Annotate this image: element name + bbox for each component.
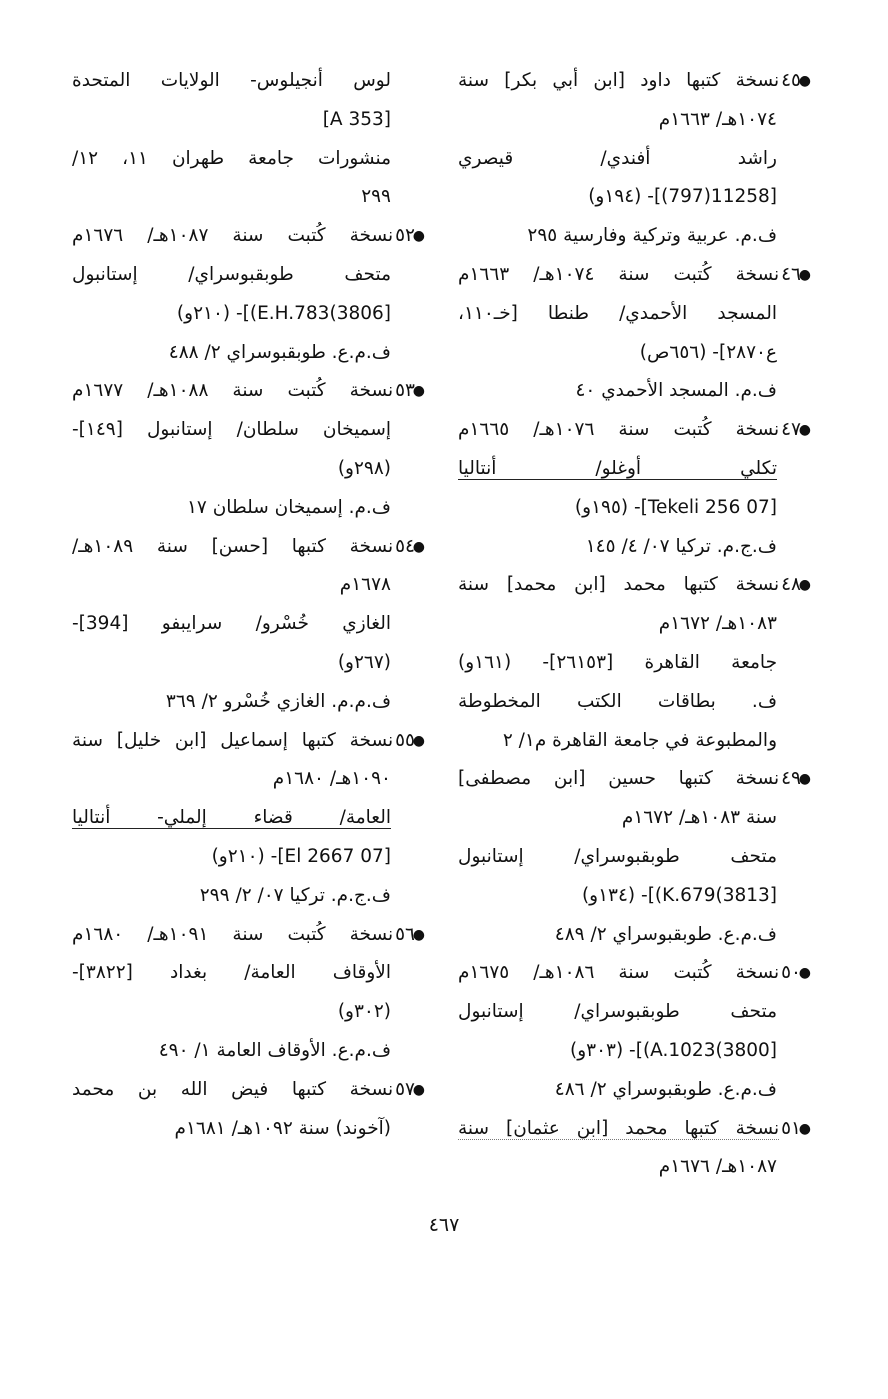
entry-detail-text: ف.م.ع. طوبقبوسراي ٢/ ٤٨٦ xyxy=(554,1078,777,1100)
entry-detail-line xyxy=(72,760,415,799)
entry-heading-text: نسخة كُتبت سنة ١٠٧٦هـ/ ١٦٦٥م xyxy=(458,419,780,441)
entry-heading-text: نسخة كتبها محمد [ابن محمد] سنة xyxy=(458,574,780,596)
entry-detail-line xyxy=(458,528,801,567)
entry-detail-line xyxy=(458,916,801,955)
entry-detail-text: ١٠٧٤هـ/ ١٦٦٣م xyxy=(658,108,777,130)
entry-number: ٤٨ xyxy=(781,574,801,596)
entry-number: ٤٧ xyxy=(781,419,801,441)
entry-detail-text: ع٢٨٧٠]- (٦٥٦ص) xyxy=(639,341,777,363)
entry-detail-line xyxy=(458,372,801,411)
entry-detail-line xyxy=(72,489,415,528)
entry-detail-line xyxy=(72,799,415,838)
entry-detail-text: جامعة القاهرة [٢٦١٥٣]- (١٦١و) xyxy=(458,651,778,673)
entry-detail-line xyxy=(72,644,415,683)
entry-detail-text: العامة/ قضاء إلملي- أنتاليا xyxy=(72,807,391,829)
entry-detail-text: ١٠٨٧هـ/ ١٦٧٦م xyxy=(658,1156,777,1178)
entry-detail-text: سنة ١٠٨٣هـ/ ١٦٧٢م xyxy=(621,807,777,829)
entry-detail-line xyxy=(458,1032,801,1071)
entry-number: ٥١ xyxy=(781,1117,801,1139)
entry-detail-text: ١٦٧٨م xyxy=(339,574,391,596)
entry-detail-line xyxy=(458,489,801,528)
entry-detail-line xyxy=(72,140,415,179)
entry-detail-text: تكلي أوغلو/ أنتاليا xyxy=(458,457,777,479)
entry-detail-line xyxy=(458,334,801,373)
entry-number: ٤٩ xyxy=(781,768,801,790)
entry-heading-text: نسخة كتبها حسين [ابن مصطفى] xyxy=(458,768,780,790)
entry-detail-line xyxy=(458,217,801,256)
entry-detail-line xyxy=(72,877,415,916)
entry-detail-line xyxy=(72,954,415,993)
entry-detail-text: ١٠٩٠هـ/ ١٦٨٠م xyxy=(272,768,391,790)
entry-detail-text: ف.م. إسميخان سلطان ١٧ xyxy=(186,496,391,518)
entry-detail-text: منشورات جامعة طهران ١١، ١٢/ xyxy=(72,147,391,169)
bullet-icon: ● xyxy=(412,1081,425,1098)
entry-detail-text: ف. بطاقات الكتب المخطوطة xyxy=(458,690,777,712)
entry-heading-line xyxy=(72,722,425,761)
entry-number: ٤٥ xyxy=(781,70,801,91)
entry-detail-text: الأوقاف العامة/ بغداد [٣٨٢٢]- xyxy=(72,962,391,984)
entry-detail-text: [07 El 2667]- (٢١٠و) xyxy=(211,845,391,867)
entry-detail-text: (آخوند) سنة ١٠٩٢هـ/ ١٦٨١م xyxy=(174,1117,391,1139)
entry-detail-line xyxy=(72,683,415,722)
bullet-icon: ● xyxy=(798,1120,811,1137)
entry-detail-line xyxy=(458,295,801,334)
entry-detail-text: متحف طوبقبوسراي/ إستانبول xyxy=(458,1001,777,1023)
entry-detail-line xyxy=(458,101,801,140)
entry-detail-line xyxy=(458,1071,801,1110)
bullet-icon: ● xyxy=(798,422,811,439)
entry-detail-text: (٢٦٧و) xyxy=(337,651,391,673)
entry-heading-text: نسخة كُتبت سنة ١٠٨٨هـ/ ١٦٧٧م xyxy=(72,380,394,402)
entry-detail-line xyxy=(72,411,415,450)
entry-detail-line xyxy=(72,334,415,373)
bullet-icon: ● xyxy=(412,538,425,555)
entry-detail-text: المسجد الأحمدي/ طنطا [خـ١١٠، xyxy=(458,302,777,324)
entry-detail-text: لوس أنجيلوس- الولايات المتحدة xyxy=(72,70,391,91)
bullet-icon: ● xyxy=(412,732,425,749)
bullet-icon: ● xyxy=(798,266,811,283)
entry-detail-line xyxy=(458,683,801,722)
bullet-icon: ● xyxy=(798,965,811,982)
entry-detail-text: إسميخان سلطان/ إستانبول [١٤٩]- xyxy=(72,419,391,441)
entry-detail-text: الغازي خُسْرو/ سرايبفو [394]- xyxy=(72,613,391,635)
entry-detail-text: ١٠٨٣هـ/ ١٦٧٢م xyxy=(658,613,777,635)
entry-heading-line xyxy=(458,411,811,450)
entry-heading-line xyxy=(458,954,811,993)
entry-heading-line xyxy=(72,916,425,955)
entry-heading-text: نسخة كتبها داود [ابن أبي بكر] سنة xyxy=(458,70,780,91)
entry-detail-text: [11258(797)]- (١٩٤و) xyxy=(588,186,777,208)
entry-number: ٥٦ xyxy=(395,923,415,945)
entry-detail-line xyxy=(72,1032,415,1071)
entry-detail-text: [3813)K.679)]- (١٣٤و) xyxy=(581,884,777,906)
entry-heading-text: نسخة كُتبت سنة ١٠٨٦هـ/ ١٦٧٥م xyxy=(458,962,780,984)
entry-heading-line xyxy=(72,372,425,411)
entry-detail-text: ف.م. عربية وتركية وفارسية ٢٩٥ xyxy=(527,225,777,247)
entry-detail-line xyxy=(458,450,801,489)
entry-number: ٥٠ xyxy=(781,962,801,984)
entry-detail-text: (٢٩٨و) xyxy=(337,457,391,479)
entry-detail-text: [07 Tekeli 256]- (١٩٥و) xyxy=(574,496,777,518)
entry-heading-line xyxy=(72,1071,425,1110)
entry-detail-text: متحف طوبقبوسراي/ إستانبول xyxy=(458,845,777,867)
entry-heading-line xyxy=(458,566,811,605)
entry-detail-text: والمطبوعة في جامعة القاهرة م١/ ٢ xyxy=(502,729,777,751)
bullet-icon: ● xyxy=(412,228,425,245)
entry-detail-line xyxy=(72,178,415,217)
entry-detail-text: ف.ج.م. تركيا ٠٧/ ٤/ ١٤٥ xyxy=(585,535,777,557)
entry-heading-text: نسخة كتبها [حسن] سنة ١٠٨٩هـ/ xyxy=(72,535,394,557)
entry-detail-line xyxy=(72,62,415,101)
bullet-icon: ● xyxy=(798,73,811,89)
entry-detail-line xyxy=(458,140,801,179)
entry-detail-line xyxy=(458,722,801,761)
bullet-icon: ● xyxy=(412,383,425,400)
entry-detail-text: ف.ج.م. تركيا ٠٧/ ٢/ ٢٩٩ xyxy=(199,884,391,906)
entry-detail-text: راشد أفندي/ قيصري xyxy=(458,147,777,169)
left-column xyxy=(72,62,425,1148)
entry-detail-text: ف.م.ع. الأوقاف العامة ١/ ٤٩٠ xyxy=(158,1039,391,1061)
entry-detail-text: [3800)A.1023)]- (٣٠٣و) xyxy=(569,1039,777,1061)
bullet-icon: ● xyxy=(798,577,811,594)
entry-detail-text: ٢٩٩ xyxy=(361,186,391,208)
bullet-icon: ● xyxy=(798,771,811,788)
entry-number: ٥٧ xyxy=(395,1078,415,1100)
entry-detail-text: متحف طوبقبوسراي/ إستانبول xyxy=(72,263,391,285)
entry-detail-line xyxy=(72,1110,415,1149)
entry-detail-line xyxy=(458,1148,801,1187)
entry-heading-line xyxy=(458,1110,811,1149)
entry-heading-text: نسخة كُتبت سنة ١٠٧٤هـ/ ١٦٦٣م xyxy=(458,263,780,285)
entry-heading-text: نسخة كُتبت سنة ١٠٨٧هـ/ ١٦٧٦م xyxy=(72,225,394,247)
entry-heading-line xyxy=(72,217,425,256)
entry-detail-line xyxy=(72,256,415,295)
entry-detail-line xyxy=(72,838,415,877)
entry-detail-line xyxy=(72,295,415,334)
entry-detail-line xyxy=(458,799,801,838)
entry-heading-line xyxy=(458,62,811,101)
entry-detail-text: ف.م. المسجد الأحمدي ٤٠ xyxy=(575,380,777,402)
entry-number: ٤٦ xyxy=(781,263,801,285)
entry-detail-line xyxy=(458,993,801,1032)
entry-detail-line xyxy=(72,605,415,644)
entry-number: ٥٣ xyxy=(395,380,415,402)
entry-detail-line xyxy=(72,566,415,605)
entry-detail-text: ف.م.م. الغازي خُسْرو ٢/ ٣٦٩ xyxy=(165,690,391,712)
entry-detail-text: ف.م.ع. طوبقبوسراي ٢/ ٤٨٨ xyxy=(168,341,391,363)
entry-number: ٥٢ xyxy=(395,225,415,247)
right-column xyxy=(458,62,811,1187)
entry-detail-line xyxy=(72,101,415,140)
page-number: ٤٦٧ xyxy=(428,1214,460,1236)
entry-number: ٥٥ xyxy=(395,729,415,751)
entry-heading-text: نسخة كتبها فيض الله بن محمد xyxy=(72,1078,394,1100)
entry-detail-line xyxy=(458,644,801,683)
entry-heading-text: نسخة كُتبت سنة ١٠٩١هـ/ ١٦٨٠م xyxy=(72,923,394,945)
entry-heading-line xyxy=(72,528,425,567)
entry-heading-text: نسخة كتبها إسماعيل [ابن خليل] سنة xyxy=(72,729,394,751)
entry-detail-line xyxy=(458,838,801,877)
entry-detail-line xyxy=(458,178,801,217)
entry-heading-line xyxy=(458,760,811,799)
entry-detail-text: ف.م.ع. طوبقبوسراي ٢/ ٤٨٩ xyxy=(554,923,777,945)
entry-detail-line xyxy=(458,877,801,916)
entry-detail-text: [3806)E.H.783)]- (٢١٠و) xyxy=(176,302,391,324)
entry-detail-text: [A 353] xyxy=(322,108,391,130)
entry-heading-line xyxy=(458,256,811,295)
entry-number: ٥٤ xyxy=(395,535,415,557)
entry-detail-line xyxy=(72,450,415,489)
bullet-icon: ● xyxy=(412,926,425,943)
entry-detail-text: (٣٠٢و) xyxy=(337,1001,391,1023)
entry-detail-line xyxy=(72,993,415,1032)
entry-detail-line xyxy=(458,605,801,644)
entry-heading-text: نسخة كتبها محمد [ابن عثمان] سنة xyxy=(458,1117,780,1139)
